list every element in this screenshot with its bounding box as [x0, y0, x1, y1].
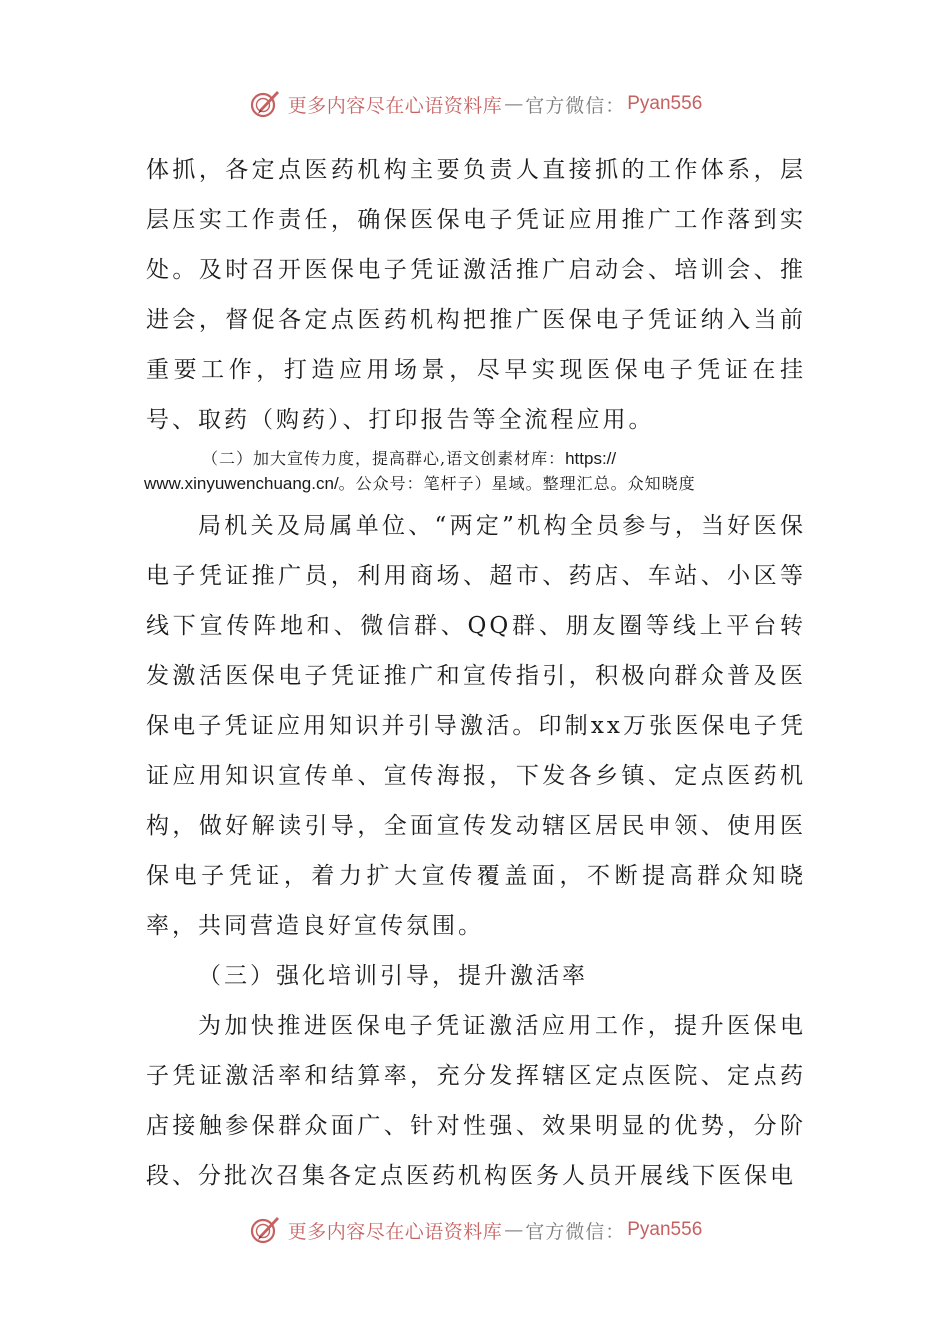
footer-dash: —	[504, 1219, 524, 1241]
watermark-note	[146, 445, 806, 501]
banner-wechat-id: Pyan556	[627, 93, 703, 114]
document-body	[146, 145, 806, 1201]
note-line-2-text: 。公众号：笔杆子）星域。整理汇总。众知晓度	[338, 474, 696, 493]
banner-official-label: 官方微信：	[525, 94, 626, 117]
paragraph-3: 为加快推进医保电子凭证激活应用工作，提升医保电子凭证激活率和结算率，充分发挥辖区定点医院、定点药店接触参保群众面广、针对性强、效果明显的优势，分阶段、分批次召集各定点医药机构医务人员开展线下医保电	[146, 1013, 806, 1189]
footer-official-label: 官方微信：	[525, 1220, 626, 1243]
note-line-2-url: www.xinyuwenchuang.cn/	[144, 474, 339, 493]
note-line-2	[144, 471, 806, 496]
note-line-1-url: https://	[565, 449, 617, 468]
footer-wechat-id: Pyan556	[627, 1219, 703, 1240]
note-line-1-text: （二）加大宣传力度，提高群心,语文创素材库：	[202, 449, 566, 468]
banner-dash: —	[504, 93, 524, 115]
header-banner	[0, 84, 950, 124]
paragraph-1: 体抓，各定点医药机构主要负责人直接抓的工作体系，层层压实工作责任，确保医保电子凭证应用推广工作落到实处。及时召开医保电子凭证激活推广启动会、培训会、推进会，督促各定点医药机构把推广医保电子凭证纳入当前重要工作，打造应用场景，尽早实现医保电子凭证在挂号、取药（购药）、打印报告等全流程应用。	[146, 157, 806, 433]
footer-brand-text: 更多内容尽在心语资料库	[287, 1220, 503, 1243]
pen-logo-icon	[248, 1213, 282, 1247]
paragraph-2: 局机关及局属单位、“两定”机构全员参与，当好医保电子凭证推广员，利用商场、超市、药店、车站、小区等线下宣传阵地和、微信群、QQ群、朋友圈等线上平台转发激活医保电子凭证推广和宣传指引，积极向群众普及医保电子凭证应用知识并引导激活。印制xx万张医保电子凭证应用知识宣传单、宣传海报，下发各乡镇、定点医药机构，做好解读引导，全面宣传发动辖区居民申领、使用医保电子凭证，着力扩大宣传覆盖面，不断提高群众知晓率，共同营造良好宣传氛围。	[146, 513, 806, 939]
section-heading-3: （三）强化培训引导，提升激活率	[198, 963, 588, 989]
banner-brand-text: 更多内容尽在心语资料库	[287, 94, 503, 117]
footer-banner	[0, 1210, 950, 1250]
pen-logo-icon	[248, 87, 282, 121]
note-line-1	[146, 446, 806, 471]
